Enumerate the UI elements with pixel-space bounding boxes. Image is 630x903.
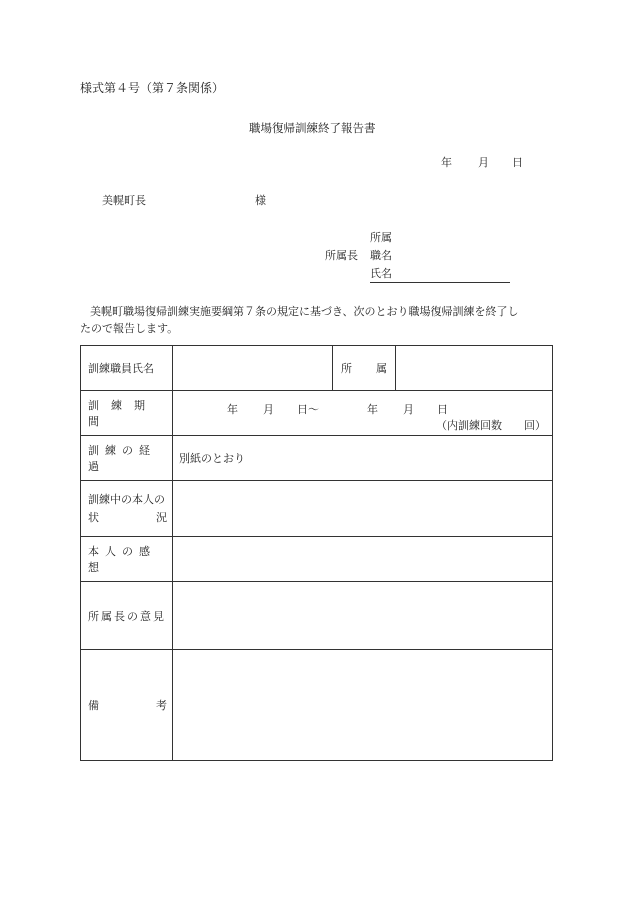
row-progress bbox=[81, 436, 553, 481]
body-text-line2: たので報告します。 bbox=[80, 322, 179, 335]
impression-label-cell bbox=[81, 537, 173, 582]
remarks-field[interactable] bbox=[173, 650, 553, 761]
period-day2: 日 bbox=[437, 403, 448, 416]
period-year1: 年 bbox=[227, 403, 238, 416]
remarks-label-a: 備 bbox=[88, 699, 99, 712]
remarks-label-cell bbox=[81, 650, 173, 761]
status-field[interactable] bbox=[173, 481, 553, 537]
sender-name-underline bbox=[370, 282, 510, 283]
row-status bbox=[81, 481, 553, 537]
affiliation-field[interactable] bbox=[396, 346, 553, 391]
sender-affiliation-label: 所属 bbox=[370, 231, 392, 244]
affiliation-label-a: 所 bbox=[341, 362, 352, 375]
body-text-line1: 美幌町職場復帰訓練実施要綱第７条の規定に基づき、次のとおり職場復帰訓練を終了し bbox=[90, 305, 519, 318]
row-period bbox=[81, 391, 553, 436]
period-field[interactable] bbox=[173, 391, 553, 436]
sender-position-label: 職名 bbox=[370, 249, 392, 262]
progress-value: 別紙のとおり bbox=[179, 452, 245, 465]
progress-label: 訓練の経過 bbox=[88, 444, 156, 473]
date-year: 年 bbox=[441, 156, 452, 169]
sender-head-label: 所属長 bbox=[325, 249, 358, 262]
supervisor-opinion-label: 所属長の意見 bbox=[88, 609, 166, 623]
form-number: 様式第４号（第７条関係） bbox=[80, 81, 225, 95]
affiliation-label-cell bbox=[333, 346, 396, 391]
supervisor-opinion-label-cell bbox=[81, 582, 173, 650]
period-label: 訓練期間 bbox=[88, 399, 157, 428]
training-count: （内訓練回数 回） bbox=[436, 419, 546, 432]
period-label-cell bbox=[81, 391, 173, 436]
trainee-name-label-cell bbox=[81, 346, 173, 391]
impression-label: 本人の感想 bbox=[88, 545, 156, 574]
row-impression bbox=[81, 537, 553, 582]
impression-field[interactable] bbox=[173, 537, 553, 582]
trainee-name-label: 訓練職員氏名 bbox=[88, 362, 154, 375]
row-remarks bbox=[81, 650, 553, 761]
period-month2: 月 bbox=[403, 403, 414, 416]
affiliation-label-b: 属 bbox=[376, 362, 387, 375]
supervisor-opinion-field[interactable] bbox=[173, 582, 553, 650]
row-supervisor-opinion bbox=[81, 582, 553, 650]
date-day: 日 bbox=[512, 156, 523, 169]
remarks-label-b: 考 bbox=[156, 699, 167, 712]
status-label-line1: 訓練中の本人の bbox=[88, 492, 165, 506]
status-label-line2a: 状 bbox=[88, 510, 99, 524]
period-year2: 年 bbox=[367, 403, 378, 416]
progress-field[interactable] bbox=[173, 436, 553, 481]
progress-label-cell bbox=[81, 436, 173, 481]
status-label-line2b: 況 bbox=[156, 510, 167, 524]
trainee-name-field[interactable] bbox=[173, 346, 333, 391]
row-trainee-name bbox=[81, 346, 553, 391]
addressee-name: 美幌町長 bbox=[102, 194, 146, 207]
period-month1: 月 bbox=[263, 403, 274, 416]
status-label-cell bbox=[81, 481, 173, 537]
period-day1: 日～ bbox=[297, 403, 319, 416]
report-table bbox=[80, 345, 553, 761]
addressee-honorific: 様 bbox=[255, 194, 266, 207]
page-title: 職場復帰訓練終了報告書 bbox=[249, 121, 376, 135]
sender-name-label: 氏名 bbox=[370, 267, 392, 280]
date-month: 月 bbox=[478, 156, 489, 169]
